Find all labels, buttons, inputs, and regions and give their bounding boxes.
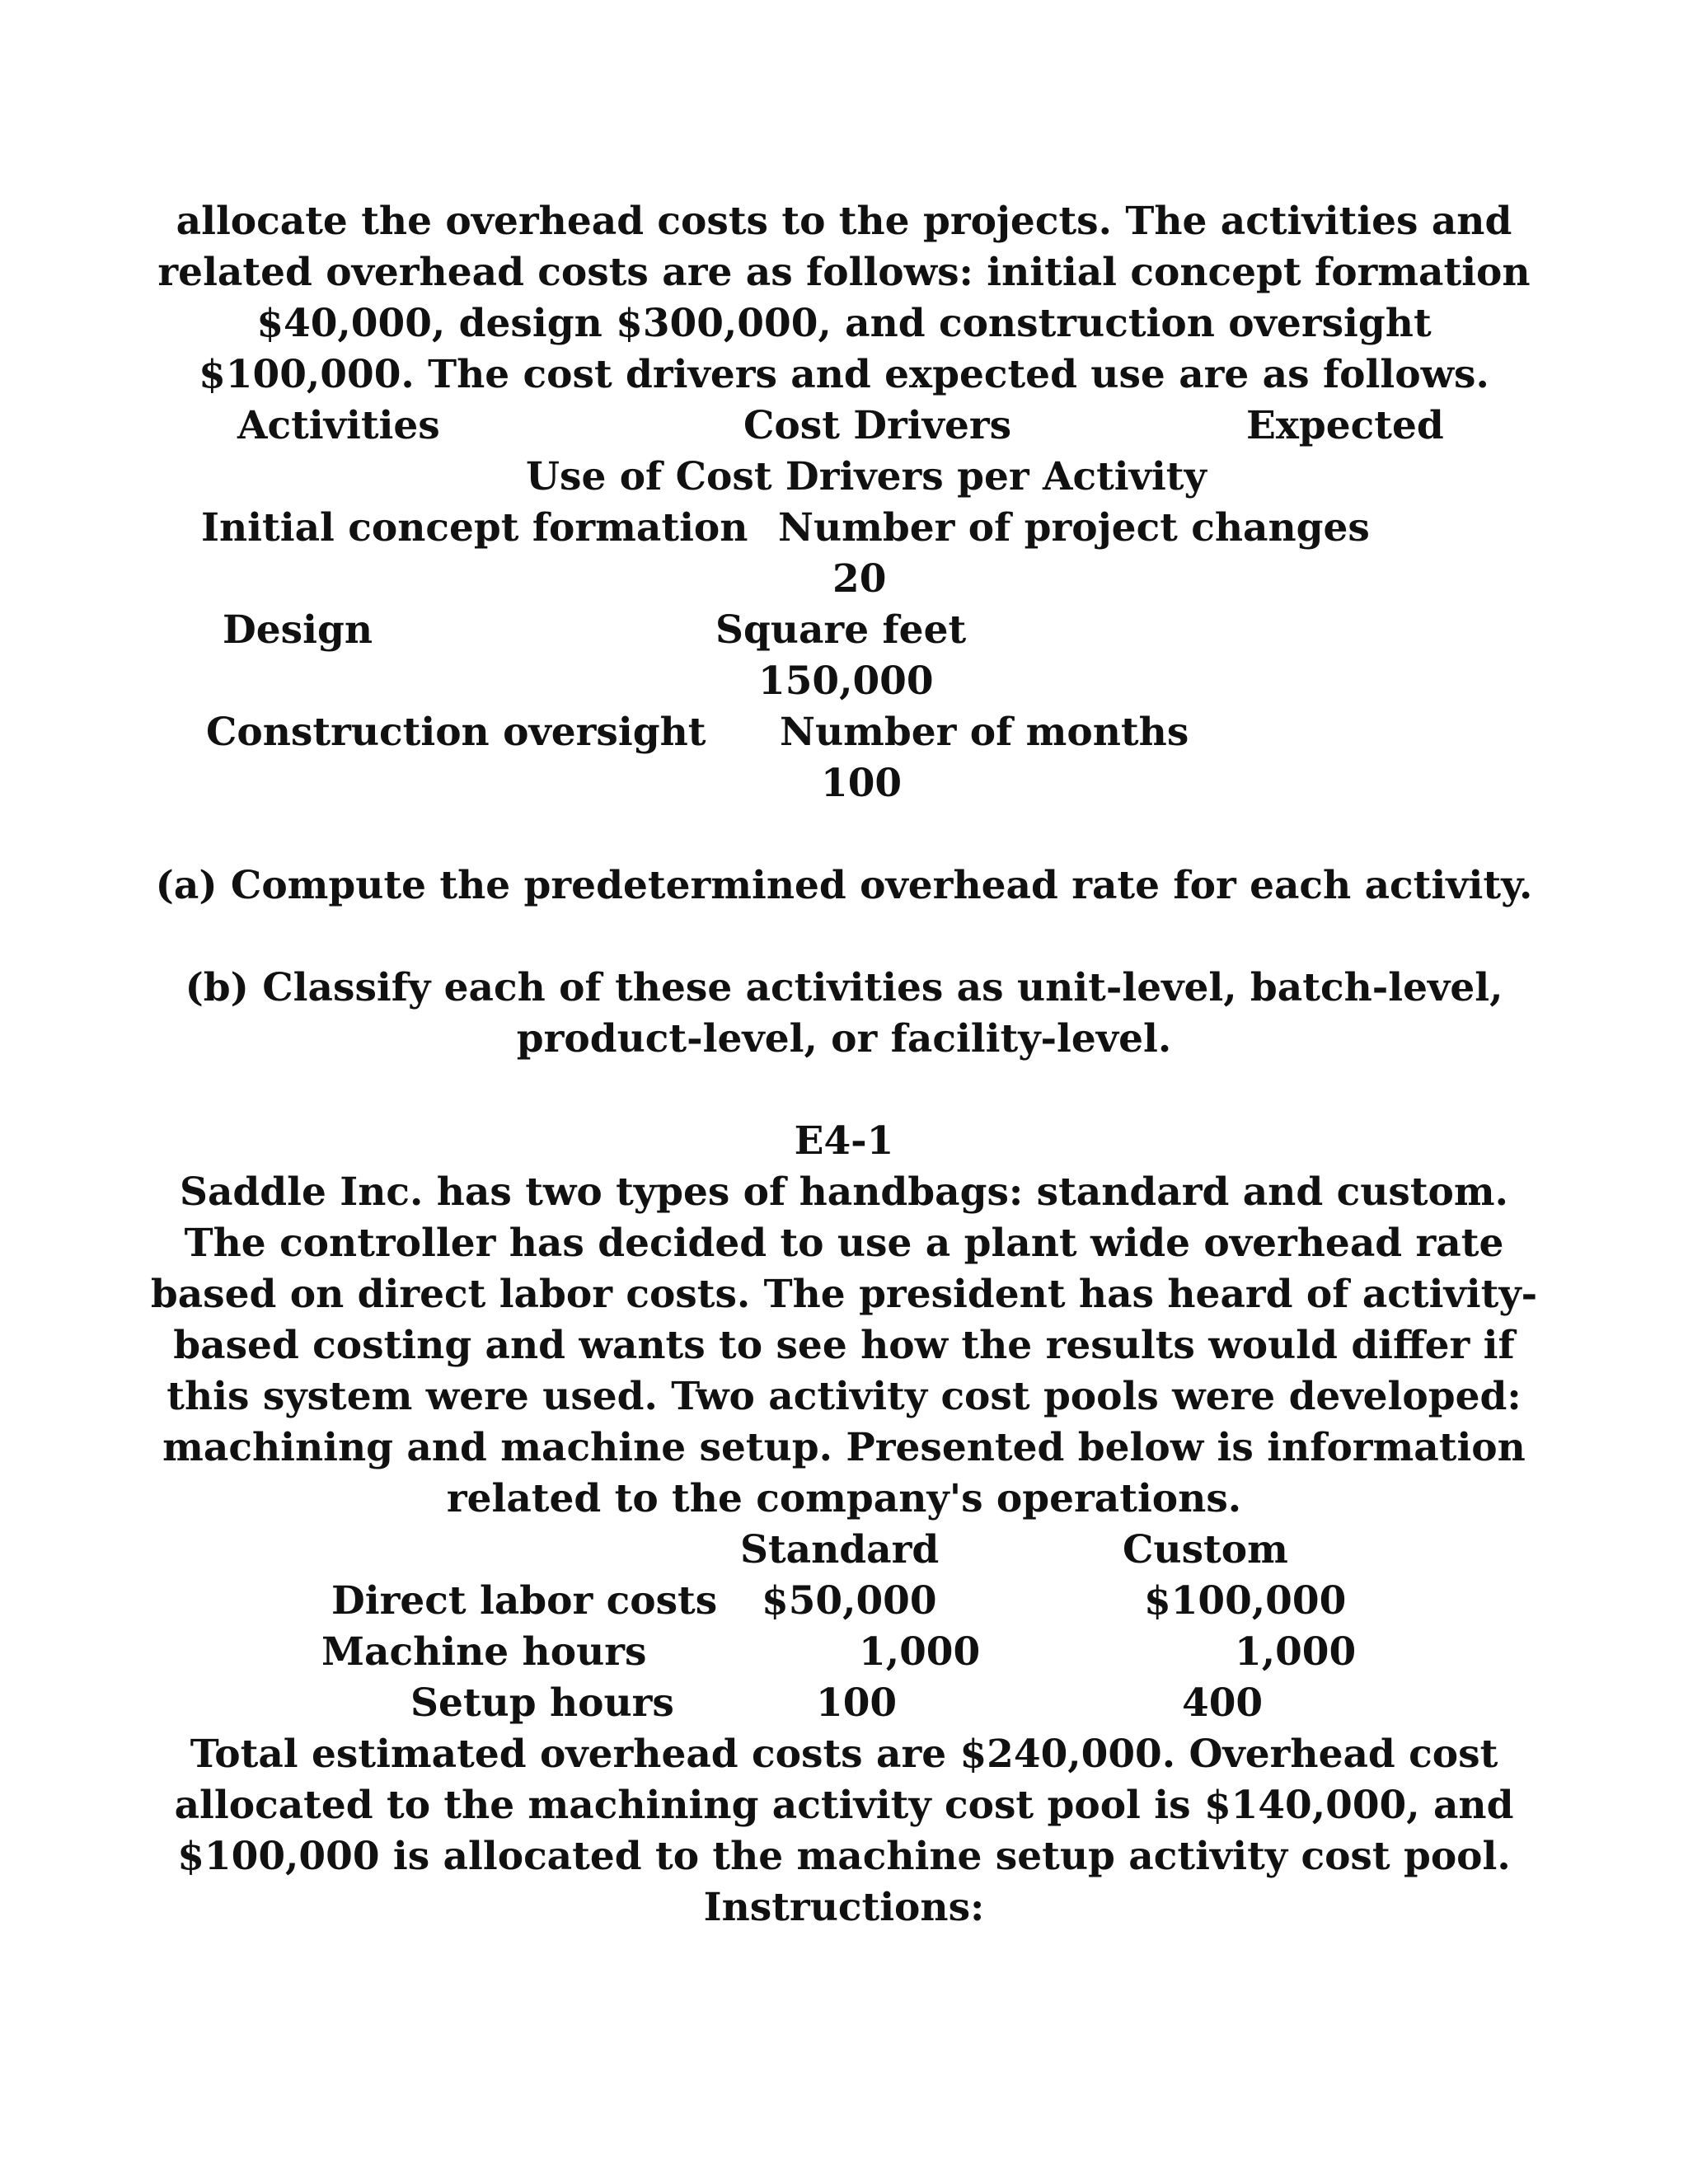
custom-direct-labor: $100,000	[1144, 1578, 1347, 1624]
driver-project-changes: Number of project changes	[778, 505, 1370, 551]
exercise-line-7: related to the company's operations.	[446, 1476, 1242, 1521]
col-header-custom: Custom	[1123, 1527, 1288, 1572]
exercise-line-3: based on direct labor costs. The president has heard of activity-	[150, 1272, 1538, 1317]
header-expected: Expected	[1246, 403, 1444, 448]
expected-use-construction: 100	[821, 761, 903, 806]
col-header-standard: Standard	[740, 1527, 940, 1572]
expected-use-initial-concept: 20	[832, 556, 887, 602]
instructions-label: Instructions:	[703, 1885, 985, 1930]
standard-machine-hours: 1,000	[859, 1629, 981, 1675]
intro-line-3: $40,000, design $300,000, and construction oversight	[256, 301, 1432, 346]
intro-line-2: related overhead costs are as follows: initial concept formation	[157, 250, 1531, 295]
exercise-line-5: this system were used. Two activity cost pools were developed:	[166, 1374, 1522, 1419]
row-label-direct-labor: Direct labor costs	[331, 1578, 718, 1624]
row-label-machine-hours: Machine hours	[321, 1629, 647, 1675]
intro-line-1: allocate the overhead costs to the projects. The activities and	[176, 199, 1512, 244]
standard-direct-labor: $50,000	[762, 1578, 937, 1624]
standard-setup-hours: 100	[816, 1680, 898, 1726]
custom-setup-hours: 400	[1182, 1680, 1264, 1726]
intro-line-4: $100,000. The cost drivers and expected use are as follows.	[199, 352, 1489, 397]
activity-initial-concept: Initial concept formation	[201, 505, 748, 551]
after-line-3: $100,000 is allocated to the machine setup activity cost pool.	[177, 1834, 1511, 1879]
after-line-2: allocated to the machining activity cost pool is $140,000, and	[174, 1783, 1514, 1828]
activity-construction-oversight: Construction oversight	[206, 710, 706, 755]
driver-square-feet: Square feet	[715, 607, 967, 653]
exercise-line-6: machining and machine setup. Presented below is information	[162, 1425, 1526, 1470]
expected-use-design: 150,000	[758, 658, 934, 704]
question-b-line-2: product-level, or facility-level.	[516, 1016, 1172, 1062]
exercise-line-4: based costing and wants to see how the results would differ if	[173, 1323, 1515, 1368]
header-activities: Activities	[237, 403, 440, 448]
activity-design: Design	[223, 607, 373, 653]
header-cost-drivers: Cost Drivers	[743, 403, 1012, 448]
question-b-line-1: (b) Classify each of these activities as unit-level, batch-level,	[185, 965, 1503, 1010]
after-line-1: Total estimated overhead costs are $240,000. Overhead cost	[190, 1732, 1498, 1777]
exercise-id: E4-1	[794, 1118, 894, 1164]
exercise-line-2: The controller has decided to use a plant wide overhead rate	[184, 1221, 1504, 1266]
driver-number-of-months: Number of months	[780, 710, 1189, 755]
custom-machine-hours: 1,000	[1235, 1629, 1357, 1675]
exercise-line-1: Saddle Inc. has two types of handbags: standard and custom.	[180, 1169, 1508, 1215]
header-expected-continued: Use of Cost Drivers per Activity	[526, 454, 1207, 499]
row-label-setup-hours: Setup hours	[410, 1680, 674, 1726]
question-a: (a) Compute the predetermined overhead rate for each activity.	[155, 863, 1533, 908]
